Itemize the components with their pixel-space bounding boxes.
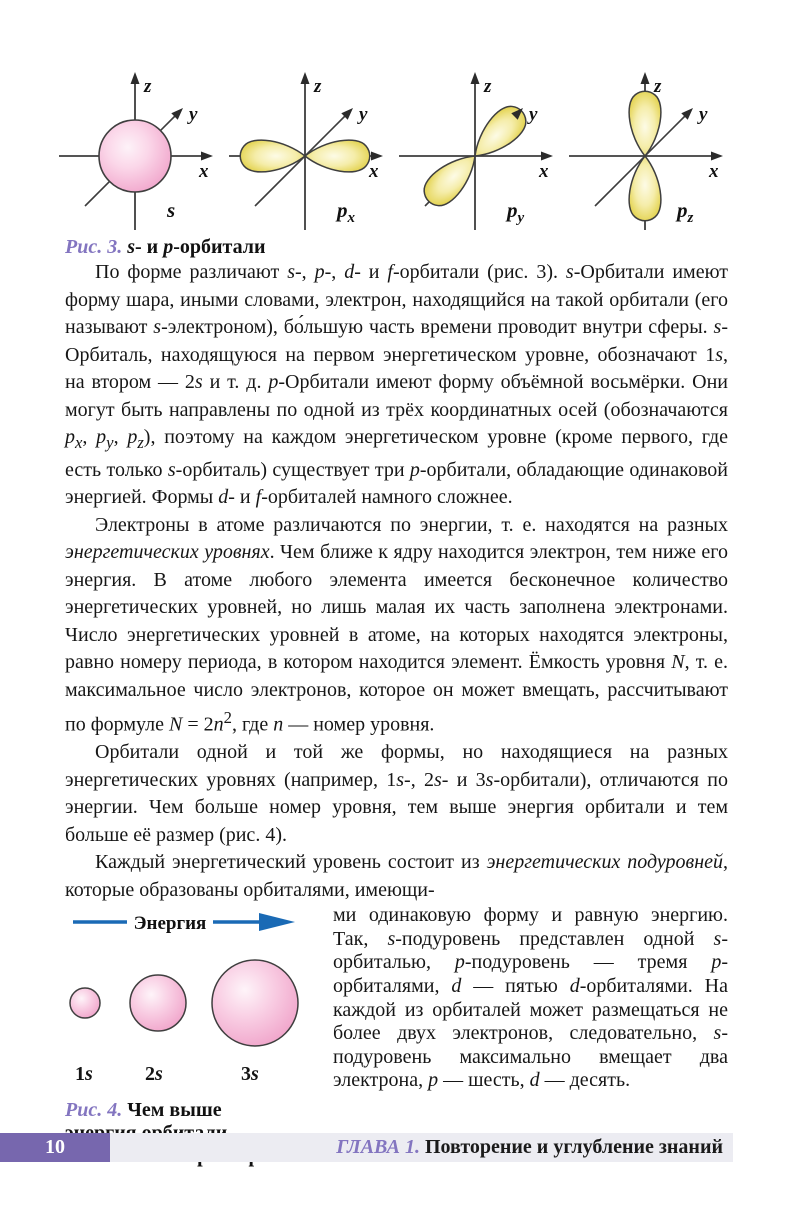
sphere-3s	[212, 960, 298, 1046]
figure-4-sphere-labels	[65, 1063, 333, 1089]
x-axis-label: x	[369, 161, 379, 182]
label-1s: 1s	[75, 1063, 93, 1086]
y-axis-label: y	[529, 104, 538, 125]
diagram-py-orbital	[395, 60, 561, 232]
paragraph-energy-levels: Электроны в атоме различаются по энергии, т. е. находятся на разных энергетических уровнях. Чем ближе к ядру находится электрон, тем ниже его энергия. В атоме любого элемента имеется бесконечное количество энергетических уровней, но лишь малая их часть заполнена электронами. Число энергетических уровней в атоме, на которых находятся электроны, равно номеру периода, в котором находится элемент. Ёмкость уровня N, т. е. максимальное число электронов, которое он может вмещать, рассчитывают по формуле $N = 2n^2$, где n — номер уровня.	[65, 513, 728, 736]
x-axis-arrowhead	[201, 152, 213, 161]
y-axis-label: y	[699, 104, 708, 125]
label-3s: 3s	[241, 1063, 259, 1086]
paragraph-orbital-energy: Орбитали одной и той же формы, но находящиеся на разных энергетических уровнях (например, 1s-, 2s- и 3s-орбитали), отличаются по энергии. Чем больше номер уровня, тем выше энергия орбитали и тем больше её размер (рис. 4).	[65, 741, 728, 846]
chapter-title: Повторение и углубление знаний	[424, 1136, 723, 1158]
x-axis-label: x	[539, 161, 549, 182]
z-axis-arrowhead	[301, 72, 310, 84]
energy-arrow-head	[259, 913, 295, 931]
chapter-bar	[110, 1133, 733, 1162]
z-axis-arrowhead	[131, 72, 140, 84]
z-axis-arrowhead	[641, 72, 650, 84]
x-axis-arrowhead	[711, 152, 723, 161]
px-orbital-axes-plot	[225, 60, 391, 232]
x-axis-label: x	[199, 161, 209, 182]
diagram-px-orbital	[225, 60, 391, 232]
figure-4-plot	[65, 908, 321, 1058]
page-number: 10	[0, 1133, 110, 1162]
sphere-2s	[130, 975, 186, 1031]
figure-4-caption-number: Рис. 4.	[65, 1099, 123, 1122]
x-axis-arrowhead	[371, 152, 383, 161]
orbital-label-px: $p_x$	[337, 198, 355, 227]
orbital-label-s: s	[167, 198, 176, 222]
pz-orbital-axes-plot	[565, 60, 731, 232]
paragraph-sublevels-intro: Каждый энергетический уровень состоит из энергетических подуровней, которые образованы орбиталями, имеющи-	[65, 851, 728, 901]
figure-3-caption-number: Рис. 3.	[65, 236, 123, 258]
figure4-text-wrap	[65, 904, 729, 1122]
z-axis-label: z	[654, 76, 662, 97]
orbital-label-pz: $p_z$	[677, 198, 694, 227]
label-2s: 2s	[145, 1063, 163, 1086]
py-orbital-axes-plot	[395, 60, 561, 232]
paragraph-sublevels-wrapped: ми одинаковую форму и равную энергию. Так, s-подуровень представлен одной s-орбиталью, p-подуровень — тремя p-орбиталями, d — пятью d-орбиталями. На каждой из орбиталей может размещаться не более двух электронов, следовательно, s-подуровень максимально вмещает два электрона, p — шесть, d — десять.	[333, 904, 729, 1092]
diagram-s-orbital	[55, 60, 221, 232]
z-axis-label: z	[144, 76, 152, 97]
orbital-label-py: $p_y$	[507, 198, 525, 227]
z-axis-label: z	[314, 76, 322, 97]
sphere-1s	[70, 988, 100, 1018]
y-axis-label: y	[359, 104, 368, 125]
page-content	[65, 60, 728, 1168]
figure-3-caption	[65, 236, 728, 259]
x-axis-label: x	[709, 161, 719, 182]
figure-3-caption-text: s- и p-орбитали	[127, 236, 266, 258]
z-axis-label: z	[484, 76, 492, 97]
figure-3	[55, 60, 728, 232]
page-footer	[0, 1133, 794, 1162]
chapter-label: ГЛАВА 1.	[336, 1136, 420, 1158]
paragraph-orbital-shapes: По форме различают s-, p-, d- и f-орбитали (рис. 3). s-Орбитали имеют форму шара, иными словами, электрон, находящийся на такой орбитали (его называют s-электроном), бо́льшую часть времени проводит внутри сферы. s-Орбиталь, находящуюся на первом энергетическом уровне, обозначают 1s, на втором — 2s и т. д. p-Орбитали имеют форму объёмной восьмёрки. Они могут быть направлены по одной из трёх координатных осей (обозначаются $p_x$, $p_y$, $p_z$), поэтому на каждом энергетическом уровне (кроме первого, где есть только s-орбиталь) существует три p-орбитали, обладающие одинаковой энергией. Формы d- и f-орбиталей намного сложнее.	[65, 261, 728, 508]
s-orbital-sphere	[99, 120, 171, 192]
s-orbital-axes-plot	[55, 60, 221, 232]
x-axis-arrowhead	[541, 152, 553, 161]
energy-arrow-label: Энергия	[133, 913, 207, 935]
figure-4-caption-text: Чем выше	[127, 1099, 222, 1122]
figure-4	[65, 908, 333, 1168]
diagram-pz-orbital	[565, 60, 731, 232]
z-axis-arrowhead	[471, 72, 480, 84]
y-axis-label: y	[189, 104, 198, 125]
